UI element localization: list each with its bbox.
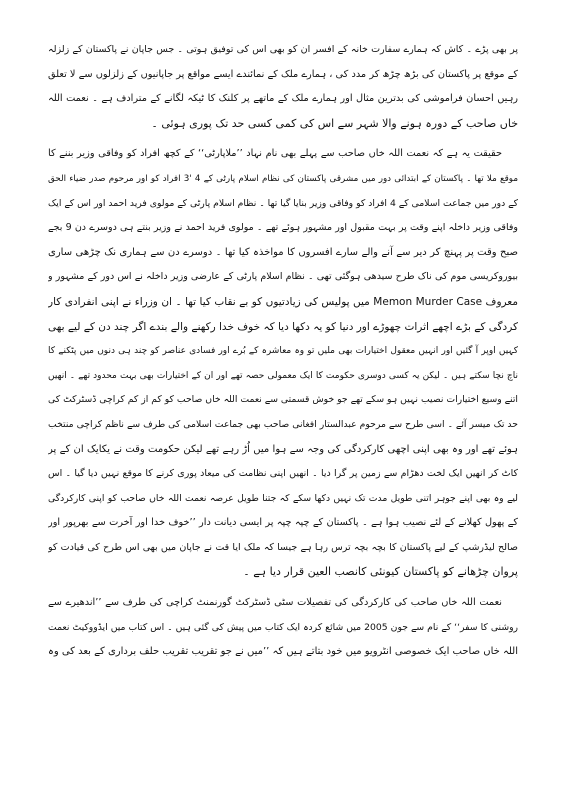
text-line: پر بھی پڑے ۔ کاش کہ ہمارے سفارت خانہ کے افسر ان کو بھی اس کی توفیق ہوتی ۔ جس جاپان نے پاکستان کے زلزلہ — [48, 44, 518, 55]
paragraph — [48, 591, 518, 665]
text-line: کہیں اوپر آ گئیں اور انہیں معقول اختیارات بھی ملیں تو وہ معاشرہ کے بُرے اور فسادی عناصر کو چند ہی دنوں میں پٹکنے کا — [48, 346, 518, 357]
text-line: موقع ملا تھا ۔ پاکستان کے ابتدائی دور میں مشرقی پاکستان کی نظام اسلام پارٹی کے 4 '3 افراد کو اور مرحوم صدر ضیاء الحق — [48, 173, 518, 184]
text-line: کے پھول کھلانے کے لئے نصیب ہوا ہے ۔ پاکستان کے چپہ چپہ پر ایسی دیانت دار ’’خوف خدا اور آخرت سے بھرپور اور — [48, 517, 518, 529]
paragraph — [48, 38, 518, 136]
text-line: ہوئے تھے اور وہ بھی اپنی اچھی کارکردگی کی وجہ سے ہوا میں اُڑ رہے تھے لیکن حکومت وقت نے یکایک ان کے پر — [48, 443, 518, 455]
paragraph — [48, 142, 518, 585]
text-line: کردگی کے بڑے اچھے اثرات چھوڑے اور دنیا کو یہ دکھا دیا کہ خوف خدا رکھنے والے بندے اگر چند دن کے لیے بھی — [48, 320, 518, 333]
text-line: اللہ خاں صاحب ایک خصوصی انٹرویو میں خود بتاتے ہیں کہ ’’میں نے جو تقریب تقریب حلف برداری کے بعد کی وہ — [48, 646, 518, 658]
text-line: خاں صاحب کے دورہ ہونے والا شہر سے اس کی کمی کسی حد تک پوری ہوئی ۔ — [151, 116, 518, 130]
text-line: حد تک میسر آئے ۔ اسی طرح سے مرحوم عبدالستار افغانی صاحب بھی جماعت اسلامی کی طرف سے ناظم کراچی منتخب — [48, 418, 518, 430]
text-line: نعمت اللہ خاں صاحب کی کارکردگی کی تفصیلات سٹی ڈسٹرکٹ گورنمنٹ کراچی کی طرف سے ’’اندھیرے سے — [48, 597, 502, 609]
text-line: روشنی کا سفر‘‘ کے نام سے جون 2005 میں شائع کردہ ایک کتاب میں پیش کی گئی ہیں ۔ اس کتاب میں ایڈووکیٹ نعمت — [48, 621, 518, 633]
text-line: کاٹ کر انھیں ایک لخت دھڑام سے زمین پر گرا دیا ۔ انھیں اپنی نظامت کی میعاد پوری کرنے کا موقع نہیں دیا گیا ۔ اس — [48, 468, 518, 480]
text-line: بیوروکریسی موم کی ناک طرح سیدھی ہوگئی تھی ۔ نظام اسلام پارٹی کے عارضی وزیر داخلہ نے اس دور کے مشہور و — [48, 271, 518, 283]
text-line: صالح لیڈرشپ کے لیے پاکستان کا بچہ بچہ ترس رہا ہے جیسا کہ ملک ایا قت نے جاپان میں بھی اس طرح کی قیادت کو — [48, 541, 518, 553]
document-body — [48, 38, 518, 665]
text-line: صبح وقت پر پہنچ کر دیر سے آنے والے سارے افسروں کا مواخذہ کیا تھا ۔ دوسرے دن سے ہماری نک چڑھی ساری — [48, 246, 518, 258]
text-line: معروف Memon Murder Case میں پولیس کی زیادتیوں کو بے نقاب کیا تھا ۔ ان وزراء نے اپنی انفرادی کار — [48, 295, 518, 308]
text-line: پروان چڑھانے کو پاکستان کیونئی کانصب العین قرار دیا ہے ۔ — [243, 565, 518, 579]
text-line: لیے وہ بھی اپنے جوہر اتنی طویل مدت تک نہیں دکھا سکے کہ جتنا طویل عرصہ نعمت اللہ خاں صاحب کو اپنی کارکردگی — [48, 492, 518, 504]
text-line: اتنے وسیع اختیارات نصیب نہیں ہو سکے تھے جو خوش قسمتی سے نعمت اللہ خاں صاحب کو کم از کم کراچی ڈسٹرکٹ کی — [48, 394, 518, 406]
text-line: کے دور میں جماعت اسلامی کے 4 افراد کو وفاقی وزیر بنایا گیا تھا ۔ نظام اسلام پارٹی کے مولوی فرید احمد اور اس کے ایک — [48, 197, 518, 209]
text-line: کے موقع پر پاکستان کی بڑھ چڑھ کر مدد کی ، ہمارے ملک کے نمائندے ایسے مواقع پر جاپانیوں کے زلزلوں سے لا تعلق — [48, 68, 518, 80]
text-line: رہیں احسان فراموشی کی بدترین مثال اور ہمارے ملک کے ماتھے پر کلنک کا ٹیکہ لگانے کے مترادف ہے ۔ نعمت اللہ — [48, 93, 518, 105]
text-line: حقیقت یہ ہے کہ نعمت اللہ خاں صاحب سے پہلے بھی نام نہاد ’’ملاپارٹی‘‘ کے کچھ افراد کو وفاقی وزیر بننے کا — [48, 148, 502, 160]
text-line: وفاقی وزیر داخلہ اپنے وقت پر بہت مقبول اور مشہور ہوئے تھے ۔ مولوی فرید احمد نے وزیر بنتے ہی دوسرے دن 9 بجے — [48, 222, 518, 234]
text-line: ناچ نچا سکتے ہیں ۔ لیکن یہ کسی دوسری حکومت کا ایک معمولی حصہ تھے اور ان کے اختیارات بھی بہت محدود تھے ۔ انھیں — [48, 370, 518, 381]
